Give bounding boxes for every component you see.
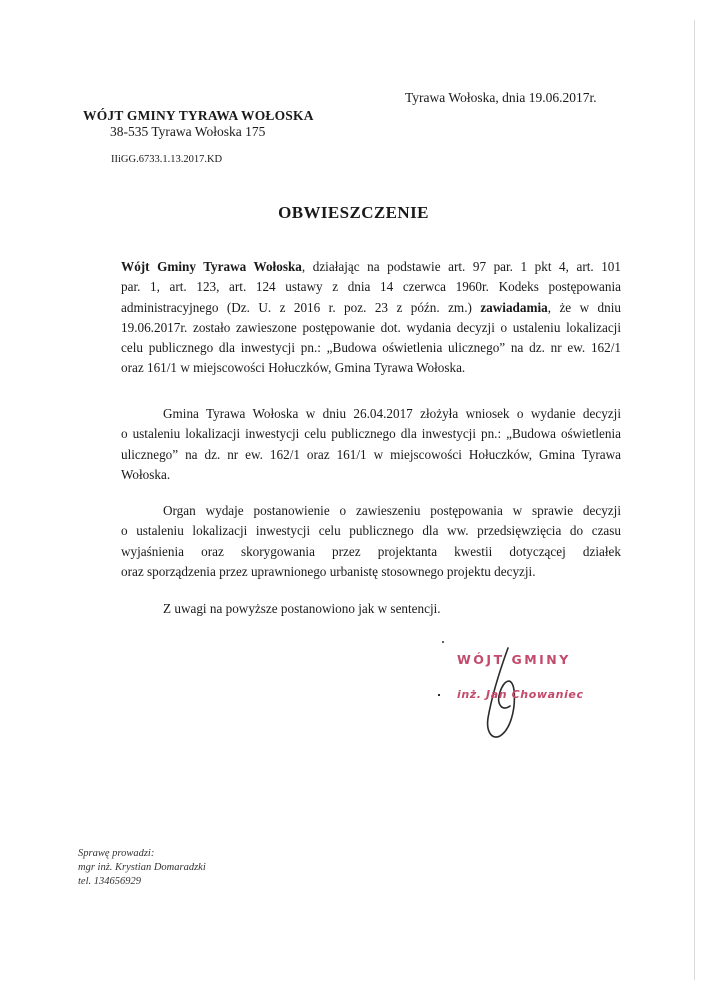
- paragraph-line: Wołoska.: [121, 466, 171, 482]
- place-date: Tyrawa Wołoska, dnia 19.06.2017r.: [405, 90, 597, 105]
- handler-phone: tel. 134656929: [78, 876, 141, 887]
- case-reference: IIiGG.6733.1.13.2017.KD: [111, 154, 223, 165]
- paragraph-1: [121, 257, 621, 379]
- scan-edge-line: [694, 20, 695, 980]
- paragraph-line: administracyjnego (Dz. U. z 2016 r. poz. 23 z późn. zm.) zawiadamia, że w dniu: [121, 299, 621, 315]
- office-address: 38-535 Tyrawa Wołoska 175: [110, 124, 266, 139]
- paragraph-line: Wójt Gminy Tyrawa Wołoska, działając na podstawie art. 97 par. 1 pkt 4, art. 101: [121, 259, 621, 274]
- document-title: OBWIESZCZENIE: [278, 203, 429, 222]
- paragraph-line: par. 1, art. 123, art. 124 ustawy z dnia 14 czerwca 1960r. Kodeks postępowania: [121, 279, 621, 295]
- paragraph-line: celu publicznego dla inwestycji pn.: „Budowa oświetlenia ulicznego” na dz. nr ew. 162/1: [121, 340, 621, 356]
- paragraph-line: o ustaleniu lokalizacji inwestycji celu publicznego dla ww. przedsięwzięcia do czasu: [121, 523, 621, 539]
- paragraph-line: Z uwagi na powyższe postanowiono jak w sentencji.: [163, 601, 441, 616]
- paragraph-line: oraz sporządzenia przez uprawnionego urbanistę stosownego projektu decyzji.: [121, 563, 536, 579]
- paragraph-4: [121, 599, 621, 619]
- paragraph-line: oraz 161/1 w miejscowości Hołuczków, Gmina Tyrawa Wołoska.: [121, 360, 466, 376]
- stamp-title: WÓJT GMINY: [457, 652, 571, 667]
- paragraph-line: wyjaśnienia oraz skorygowania przez projektanta kwestii dotyczącej działek: [121, 543, 621, 559]
- paragraph-line: Gmina Tyrawa Wołoska w dniu 26.04.2017 złożyła wniosek o wydanie decyzji: [163, 406, 621, 421]
- handler-name: mgr inż. Krystian Domaradzki: [78, 862, 206, 873]
- paragraph-line: Organ wydaje postanowienie o zawieszeniu postępowania w sprawie decyzji: [163, 503, 621, 518]
- handler-label: Sprawę prowadzi:: [78, 848, 155, 859]
- issuer-name: Wójt Gminy Tyrawa Wołoska: [121, 259, 302, 274]
- notify-keyword: zawiadamia: [480, 299, 548, 315]
- paragraph-line: 19.06.2017r. zostało zawieszone postępowanie dot. wydania decyzji o ustaleniu lokalizacji: [121, 319, 621, 335]
- paragraph-line: ulicznego” na dz. nr ew. 162/1 oraz 161/1 w miejscowości Hołuczków, Gmina Tyrawa: [121, 446, 621, 462]
- paragraph-2: [121, 404, 621, 485]
- paragraph-3: [121, 501, 621, 582]
- stamp-name: inż. Jan Chowaniec: [457, 688, 584, 701]
- office-name: WÓJT GMINY TYRAWA WOŁOSKA: [83, 108, 314, 123]
- paragraph-line: o ustaleniu lokalizacji inwestycji celu publicznego dla inwestycji pn.: „Budowa oświetlenia: [121, 426, 621, 442]
